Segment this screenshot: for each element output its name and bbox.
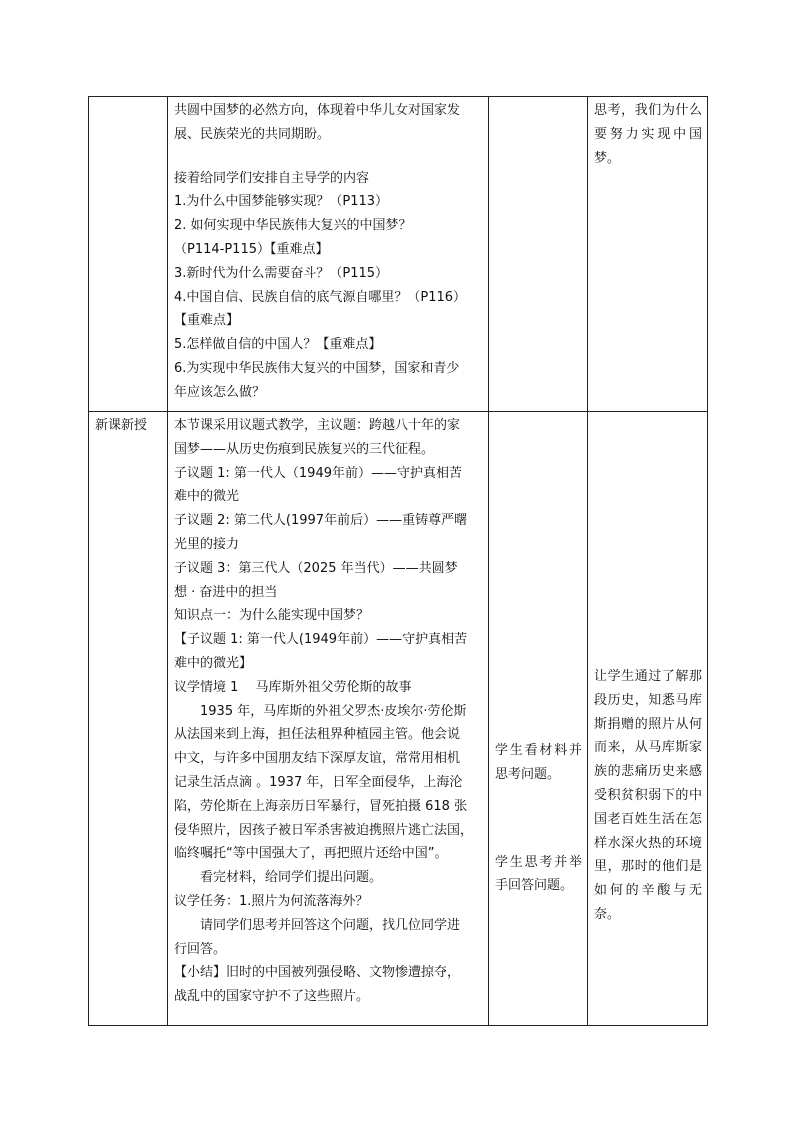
question-1: 1.为什么中国梦能够实现？（P113） [174, 194, 389, 210]
main-topic-cont: 国梦——从历史伤痕到民族复兴的三代征程。 [174, 441, 435, 457]
design-intent-text: 让学生通过了解那段历史，知悉马库斯捐赠的照片从何而来，从马库斯家族的悲痛历史来感受积贫积弱下的中国老百姓生活在怎样水深火热的环境里，那时的他们是如何的辛酸与无奈。 [594, 669, 702, 922]
phase-cell [89, 412, 168, 1026]
story-line: 临终嘱托“等中国强大了，再把照片还给中国”。 [174, 846, 448, 862]
after-story-prompt: 看完材料，给同学们提出问题。 [200, 870, 383, 886]
sub-topic-2: 子议题 2: 第二代人(1997年前后）——重铸尊严曙 [174, 513, 468, 529]
main-topic: 本节课采用议题式教学，主议题：跨越八十年的家 [174, 418, 461, 433]
story-line: 陷，劳伦斯在上海亲历日军暴行，冒死拍摄 618 张 [174, 798, 468, 814]
lesson-plan-table [88, 96, 708, 1026]
design-intent-text: 思考，我们为什么要努力实现中国梦。 [594, 103, 702, 166]
teacher-activity-cell [168, 97, 489, 412]
student-activity-2: 学生思考并举手回答问题。 [495, 854, 582, 894]
sub-topic-1-heading: 【子议题 1: 第一代人(1949年前）——守护真相苦 [174, 632, 468, 648]
story-line: 侵华照片，因孩子被日军杀害被迫携照片逃亡法国， [174, 822, 474, 838]
question-4: 4.中国自信、民族自信的底气源自哪里？（P116） [174, 289, 467, 305]
table-row [89, 412, 708, 1026]
text-line: 展、民族荣光的共同期盼。 [174, 126, 331, 142]
sub-topic-3: 子议题 3：第三代人（2025 年当代）——共圆梦 [174, 560, 458, 576]
question-4-cont: 【重难点】 [174, 313, 240, 329]
summary: 【小结】旧时的中国被列强侵略、文物惨遭掠夺， [174, 965, 461, 981]
design-intent-cell [588, 97, 708, 412]
summary-cont: 战乱中的国家守护不了这些照片。 [174, 989, 370, 1005]
question-6: 6.为实现中华民族伟大复兴的中国梦，国家和青少 [174, 360, 460, 376]
question-2: 2. 如何实现中华民族伟大复兴的中国梦？ [174, 218, 412, 234]
blank-line [174, 147, 483, 167]
sub-topic-1-heading-cont: 难中的微光】 [174, 655, 253, 671]
text-line: 共圆中国梦的必然方向，体现着中华儿女对国家发 [174, 103, 461, 118]
design-intent-cell [588, 412, 708, 1026]
story-line: 从法国来到上海，担任法租界种植园主管。他会说 [174, 727, 461, 743]
student-activity-1: 学生看材料并思考问题。 [495, 743, 582, 782]
knowledge-point-1: 知识点一：为什么能实现中国梦？ [174, 608, 370, 624]
table-row [89, 97, 708, 412]
story-line: 中文，与许多中国朋友结下深厚友谊，常常用相机 [174, 751, 461, 767]
student-activity-cell [489, 97, 588, 412]
sub-topic-2-cont: 光里的接力 [174, 536, 240, 552]
answer-prompt: 请同学们思考并回答这个问题，找几位同学进 [200, 917, 461, 933]
scenario-title: 议学情境 1 马库斯外祖父劳伦斯的故事 [174, 679, 412, 695]
phase-label: 新课新授 [95, 418, 148, 433]
guided-study-intro: 接着给同学们安排自主导学的内容 [174, 170, 370, 186]
question-3: 3.新时代为什么需要奋斗？（P115） [174, 265, 389, 281]
sub-topic-1: 子议题 1: 第一代人（1949年前）——守护真相苦 [174, 465, 462, 481]
question-2-cont: （P114-P115）【重难点】 [174, 241, 329, 257]
learning-task: 议学任务：1.照片为何流落海外？ [174, 893, 369, 909]
student-activity-cell [489, 412, 588, 1026]
question-6-cont: 年应该怎么做？ [174, 384, 266, 400]
answer-prompt-cont: 行回答。 [174, 941, 227, 957]
teacher-activity-cell [168, 412, 489, 1026]
phase-cell [89, 97, 168, 412]
sub-topic-3-cont: 想 · 奋进中的担当 [174, 584, 278, 600]
story-line: 1935 年，马库斯的外祖父罗杰·皮埃尔·劳伦斯 [200, 703, 467, 719]
question-5: 5.怎样做自信的中国人？【重难点】 [174, 337, 382, 353]
sub-topic-1-cont: 难中的微光 [174, 489, 240, 505]
story-line: 记录生活点滴 。1937 年，日军全面侵华，上海沦 [174, 774, 463, 790]
